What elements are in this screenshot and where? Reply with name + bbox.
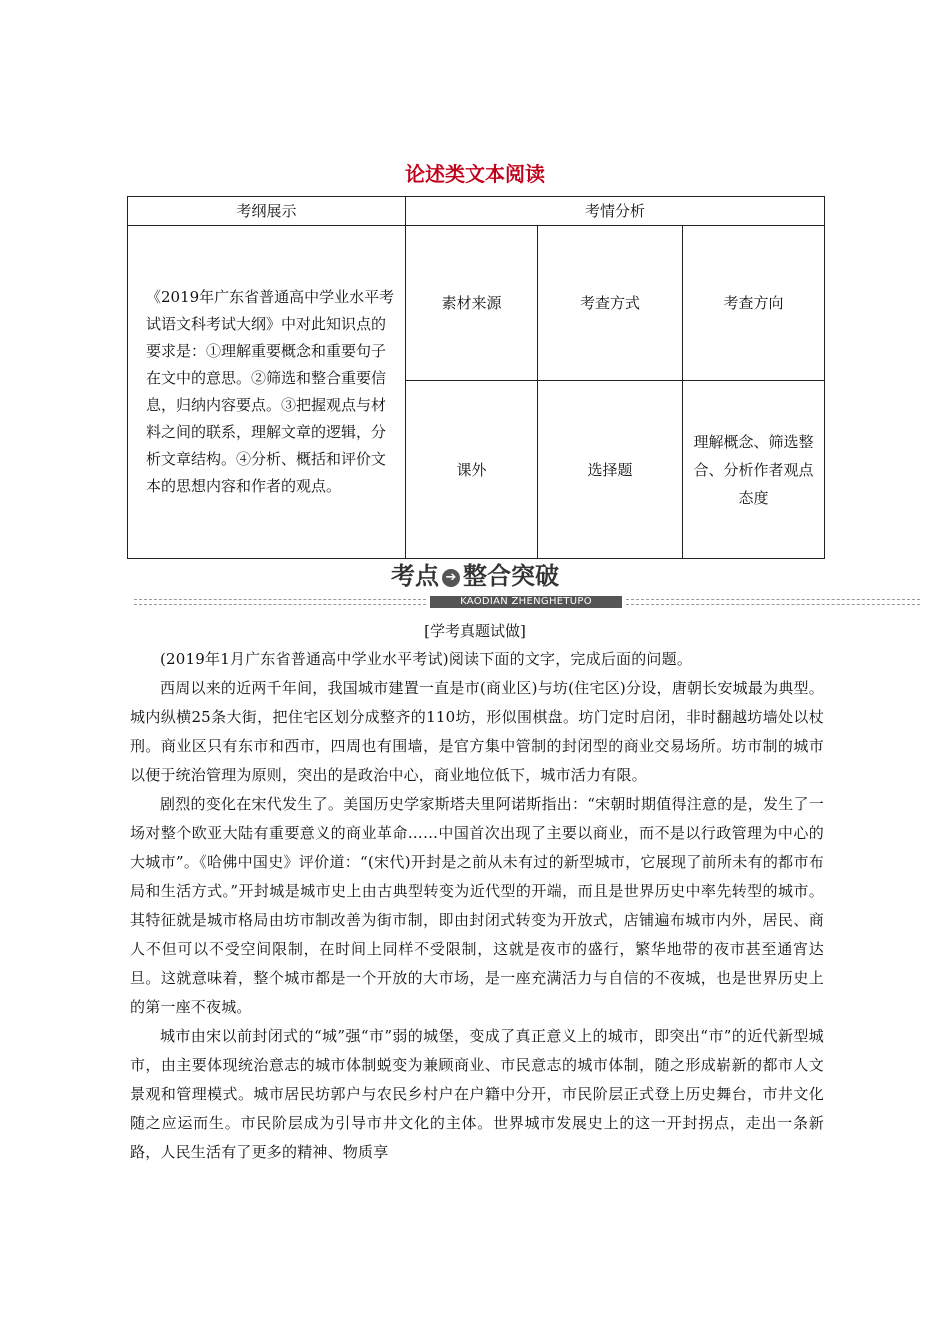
- banner-subtitle: KAODIAN ZHENGHETUPO: [430, 596, 622, 608]
- subheader-method: 考查方式: [538, 226, 683, 381]
- requirement-cell: 《2019年广东省普通高中学业水平考试语文科考试大纲》中对此知识点的要求是：①理解重要概念和重要句子在文中的意思。②筛选和整合重要信息，归纳内容要点。③把握观点与材料之间的联系，理解文章的逻辑，分析文章结构。④分析、概括和评价文本的思想内容和作者的观点。: [128, 226, 406, 559]
- paragraph: (2019年1月广东省普通高中学业水平考试)阅读下面的文字，完成后面的问题。: [160, 650, 693, 668]
- section-banner: [0, 560, 950, 592]
- value-direction: 理解概念、筛选整合、分析作者观点态度: [683, 381, 825, 559]
- banner-divider-left: [134, 599, 426, 605]
- banner-divider-right: [626, 599, 920, 605]
- banner-title-right: 整合突破: [463, 562, 559, 590]
- section-heading: [学考真题试做]: [424, 622, 526, 640]
- reading-passage: [130, 645, 824, 1167]
- page-title: 论述类文本阅读: [405, 162, 545, 186]
- value-source: 课外: [406, 381, 538, 559]
- subheader-source: 素材来源: [406, 226, 538, 381]
- header-analysis: 考情分析: [406, 197, 825, 226]
- arrow-right-icon: ➔: [442, 569, 460, 587]
- banner-title-left: 考点: [391, 562, 439, 590]
- paragraph: 城市由宋以前封闭式的“城”强“市”弱的城堡，变成了真正意义上的城市，即突出“市”的近代新型城市，由主要体现统治意志的城市体制蜕变为兼顾商业、市民意志的城市体制，随之形成崭新的都市人文景观和管理模式。城市居民坊郭户与农民乡村户在户籍中分开，市民阶层正式登上历史舞台，市井文化随之应运而生。市民阶层成为引导市井文化的主体。世界城市发展史上的这一开封拐点，走出一条新路，人民生活有了更多的精神、物质享: [130, 1027, 824, 1161]
- exam-outline-table: [127, 196, 825, 559]
- value-method: 选择题: [538, 381, 683, 559]
- subheader-direction: 考查方向: [683, 226, 825, 381]
- paragraph: 剧烈的变化在宋代发生了。美国历史学家斯塔夫里阿诺斯指出：“宋朝时期值得注意的是，发生了一场对整个欧亚大陆有重要意义的商业革命……中国首次出现了主要以商业，而不是以行政管理为中心的大城市”。《哈佛中国史》评价道：“(宋代)开封是之前从未有过的新型城市，它展现了前所未有的都市布局和生活方式。”开封城是城市史上由古典型转变为近代型的开端，而且是世界历史中率先转型的城市。其特征就是城市格局由坊市制改善为街市制，即由封闭式转变为开放式，店铺遍布城市内外，居民、商人不但可以不受空间限制，在时间上同样不受限制，这就是夜市的盛行，繁华地带的夜市甚至通宵达旦。这就意味着，整个城市都是一个开放的大市场，是一座充满活力与自信的不夜城，也是世界历史上的第一座不夜城。: [130, 795, 824, 1016]
- paragraph: 西周以来的近两千年间，我国城市建置一直是市(商业区)与坊(住宅区)分设，唐朝长安城最为典型。城内纵横25条大街，把住宅区划分成整齐的110坊，形似围棋盘。坊门定时启闭，非时翻越坊墙处以杖刑。商业区只有东市和西市，四周也有围墙，是官方集中管制的封闭型的商业交易场所。坊市制的城市以便于统治管理为原则，突出的是政治中心，商业地位低下，城市活力有限。: [130, 679, 824, 784]
- header-outline: 考纲展示: [128, 197, 406, 226]
